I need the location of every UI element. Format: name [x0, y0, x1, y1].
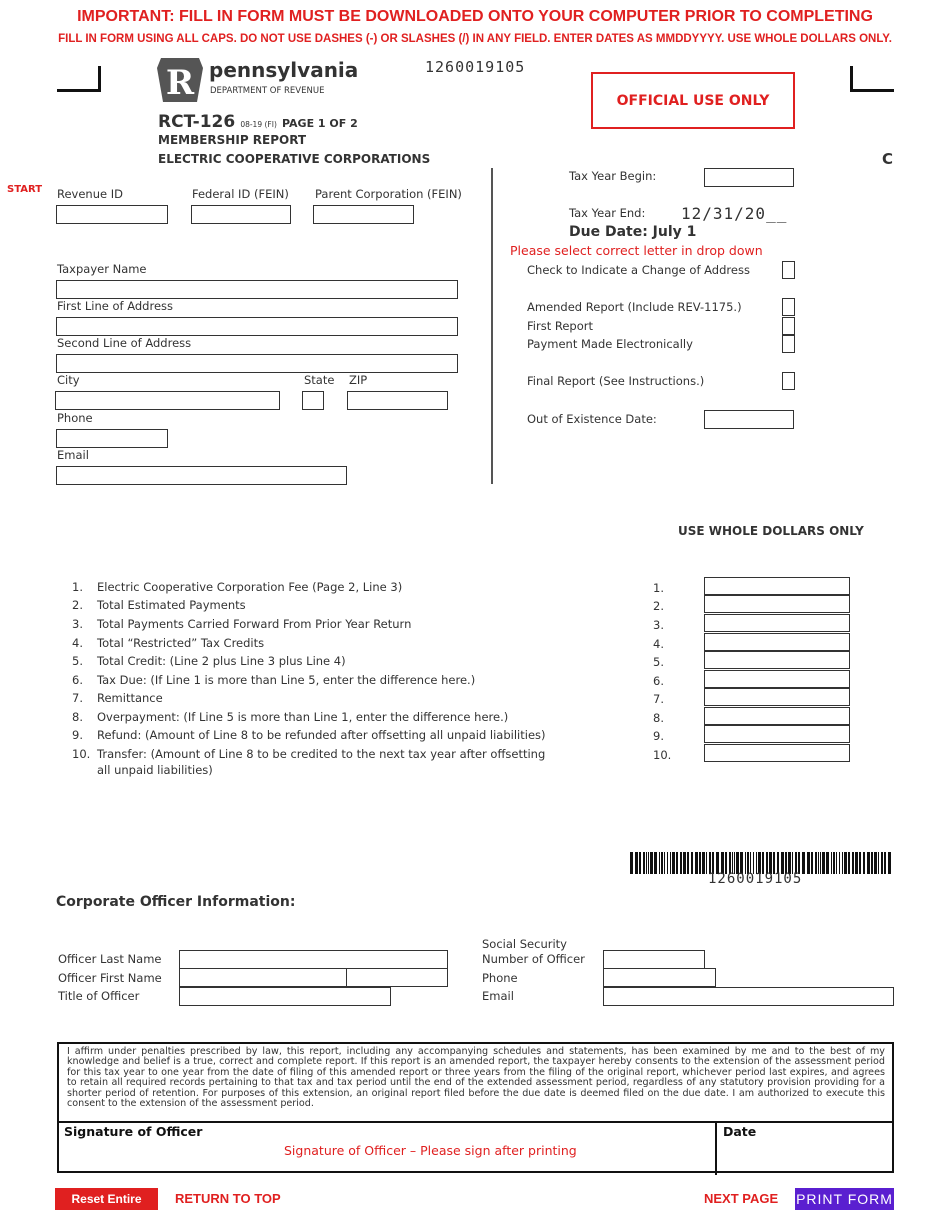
form-rev: 08-19 (FI) [240, 120, 277, 129]
official-use-box [591, 72, 795, 129]
federal-id-label: Federal ID (FEIN) [192, 187, 289, 201]
taxpayer-name-input[interactable] [56, 280, 458, 299]
amended-checkbox[interactable] [782, 298, 795, 316]
email-label: Email [57, 448, 89, 462]
address2-input[interactable] [56, 354, 458, 373]
corner-mark-left [57, 66, 101, 92]
line-amount-input[interactable] [704, 688, 850, 706]
line-amount-input[interactable] [704, 614, 850, 632]
change-address-label: Check to Indicate a Change of Address [527, 263, 750, 277]
tax-year-begin-label: Tax Year Begin: [569, 169, 657, 183]
signature-area [59, 1121, 892, 1175]
officer-middle-input[interactable] [346, 968, 448, 987]
line-amount-input[interactable] [704, 595, 850, 613]
tax-year-end-label: Tax Year End: [569, 206, 646, 220]
final-report-checkbox[interactable] [782, 372, 795, 390]
line-number: 4. [72, 636, 83, 650]
barcode-bar [706, 852, 707, 874]
officer-last-name-input[interactable] [179, 950, 448, 969]
first-report-label: First Report [527, 319, 593, 333]
barcode-bar [667, 852, 668, 874]
barcode-bar [680, 852, 682, 874]
revenue-id-label: Revenue ID [57, 187, 123, 201]
barcode-bar [839, 852, 840, 874]
official-use-label: OFFICIAL USE ONLY [616, 92, 770, 109]
affirmation-text: I affirm under penalties prescribed by law, this report, including any accompanying schedules and statements, has been examined by me and to the best of my knowledge and belief is a true, correct and complete report. If this report is an amended report, the taxpayer hereby consents to the extension of the assessment period for this tax year to one year from the date of filing of this amended report or three years from the filing of the original report, whichever period last expires, and agrees to retain all required records pertaining to that tax and tax period until the end of the extended assessment period, regardless of any statutory provision providing for a shorter period of retention. For purposes of this extension, an original report filed before the due date is deemed filed on the due date. I am authorized to execute this consent to the extension of the assessment period. [67, 1046, 885, 1110]
line-number: 7. [72, 691, 83, 705]
line-amount-input[interactable] [704, 707, 850, 725]
line-number: 9. [72, 728, 83, 742]
barcode-bar [670, 852, 671, 874]
line-number: 2. [72, 598, 83, 612]
parent-corp-label: Parent Corporation (FEIN) [315, 187, 462, 201]
form-code: 1260019105 [425, 58, 526, 76]
important-banner: IMPORTANT: FILL IN FORM MUST BE DOWNLOADED ONTO YOUR COMPUTER PRIOR TO COMPLETING [77, 8, 873, 25]
barcode-bar [699, 852, 701, 874]
officer-first-name-label: Officer First Name [58, 971, 162, 985]
barcode-bar [818, 852, 819, 874]
line-ref-number: 6. [653, 674, 664, 688]
officer-title-input[interactable] [179, 987, 391, 1006]
line-number: 5. [72, 654, 83, 668]
date-divider [715, 1123, 717, 1175]
barcode-bar [661, 852, 663, 874]
barcode-bar [664, 852, 665, 874]
line-description: Total “Restricted” Tax Credits [97, 636, 265, 650]
officer-heading: Corporate Officer Information: [56, 894, 296, 910]
barcode-bar [630, 852, 633, 874]
change-address-checkbox[interactable] [782, 261, 795, 279]
line-description: Total Payments Carried Forward From Prior Year Return [97, 617, 412, 631]
address2-label: Second Line of Address [57, 336, 192, 350]
barcode-bar [807, 852, 810, 874]
barcode-bar [635, 852, 638, 874]
line-amount-input[interactable] [704, 651, 850, 669]
ssn-label-2: Number of Officer [482, 952, 585, 966]
city-input[interactable] [55, 391, 280, 410]
officer-email-label: Email [482, 989, 514, 1003]
barcode-bar [639, 852, 641, 874]
phone-input[interactable] [56, 429, 168, 448]
barcode-bar [815, 852, 817, 874]
barcode-bar [659, 852, 660, 874]
line-number: 6. [72, 673, 83, 687]
line-description: Refund: (Amount of Line 8 to be refunded after offsetting all unpaid liabilities) [97, 728, 546, 742]
section-divider [491, 168, 493, 484]
barcode-bar [822, 852, 825, 874]
barcode-bar [654, 852, 657, 874]
line-ref-number: 9. [653, 729, 664, 743]
line-description: Total Credit: (Line 2 plus Line 3 plus Line 4) [97, 654, 346, 668]
line-amount-input[interactable] [704, 725, 850, 743]
line-ref-number: 2. [653, 599, 664, 613]
line-description-cont: all unpaid liabilities) [97, 763, 213, 777]
form-title-1: MEMBERSHIP REPORT [158, 133, 307, 147]
email-input[interactable] [56, 466, 347, 485]
barcode-bar [676, 852, 678, 874]
barcode-bar [648, 852, 649, 874]
form-number [158, 112, 358, 132]
state-label: State [304, 373, 335, 387]
officer-first-name-input[interactable] [179, 968, 347, 987]
barcode-bar [859, 852, 861, 874]
officer-phone-input[interactable] [603, 968, 716, 987]
line-amount-input[interactable] [704, 577, 850, 595]
payment-electronic-checkbox[interactable] [782, 335, 795, 353]
form-letter: C [882, 150, 894, 168]
barcode-bar [826, 852, 829, 874]
final-report-label: Final Report (See Instructions.) [527, 374, 705, 388]
instructions-banner: FILL IN FORM USING ALL CAPS. DO NOT USE DASHES (-) OR SLASHES (/) IN ANY FIELD. ENTER DATES AS MMDDYYYY. USE WHOLE DOLLARS ONLY. [58, 33, 892, 45]
barcode-bar [836, 852, 837, 874]
barcode-bar [802, 852, 805, 874]
barcode-bar [878, 852, 879, 874]
barcode-bar [833, 852, 835, 874]
line-ref-number: 3. [653, 618, 664, 632]
line-amount-input[interactable] [704, 633, 850, 651]
barcode-bar [650, 852, 653, 874]
parent-corp-input[interactable] [313, 205, 414, 224]
officer-email-input[interactable] [603, 987, 894, 1006]
out-of-existence-label: Out of Existence Date: [527, 412, 657, 426]
zip-input[interactable] [347, 391, 448, 410]
barcode-bar [695, 852, 698, 874]
barcode-bar [820, 852, 821, 874]
signature-field[interactable]: Signature of Officer – Please sign after printing [284, 1143, 577, 1158]
barcode-bar [691, 852, 693, 874]
logo-name: pennsylvania [209, 58, 359, 82]
barcode-text: 1260019105 [708, 871, 803, 887]
line-amount-input[interactable] [704, 744, 850, 762]
ssn-input[interactable] [603, 950, 705, 969]
revenue-id-input[interactable] [56, 205, 168, 224]
barcode-bar [831, 852, 832, 874]
tax-year-end-value[interactable]: 12/31/20__ [681, 204, 788, 223]
barcode-bar [842, 852, 843, 874]
line-description: Transfer: (Amount of Line 8 to be credited to the next tax year after offsetting [97, 747, 546, 761]
tax-year-begin-input[interactable] [704, 168, 794, 187]
federal-id-input[interactable] [191, 205, 291, 224]
line-ref-number: 8. [653, 711, 664, 725]
address1-label: First Line of Address [57, 299, 174, 313]
barcode-bar [874, 852, 877, 874]
amended-label: Amended Report (Include REV-1175.) [527, 300, 742, 314]
officer-last-name-label: Officer Last Name [58, 952, 162, 966]
barcode-bar [683, 852, 686, 874]
line-description: Overpayment: (If Line 5 is more than Line 1, enter the difference here.) [97, 710, 509, 724]
barcode-bar [687, 852, 689, 874]
barcode-bar [848, 852, 850, 874]
line-ref-number: 7. [653, 692, 664, 706]
address1-input[interactable] [56, 317, 458, 336]
line-ref-number: 5. [653, 655, 664, 669]
barcode-bar [884, 852, 886, 874]
barcode-bar [888, 852, 891, 874]
whole-dollars-note: USE WHOLE DOLLARS ONLY [678, 524, 864, 538]
corner-mark-right [850, 66, 894, 92]
barcode-bar [702, 852, 705, 874]
zip-label: ZIP [349, 373, 368, 387]
dropdown-note: Please select correct letter in drop down [510, 243, 763, 258]
barcode-bar [646, 852, 647, 874]
city-label: City [57, 373, 80, 387]
barcode-bar [881, 852, 883, 874]
barcode-bar [867, 852, 870, 874]
page-of: PAGE 1 OF 2 [281, 117, 358, 130]
barcode-bar [672, 852, 675, 874]
officer-title-label: Title of Officer [58, 989, 140, 1003]
line-description: Electric Cooperative Corporation Fee (Page 2, Line 3) [97, 580, 403, 594]
svg-text:R: R [165, 63, 195, 103]
start-label[interactable]: START [7, 184, 43, 195]
reset-button[interactable]: Reset Entire Form [55, 1188, 158, 1210]
payment-electronic-label: Payment Made Electronically [527, 337, 693, 351]
line-ref-number: 10. [653, 748, 672, 762]
line-ref-number: 4. [653, 637, 664, 651]
line-number: 3. [72, 617, 83, 631]
barcode-bar [852, 852, 854, 874]
line-description: Remittance [97, 691, 163, 705]
barcode-bar [844, 852, 847, 874]
next-page-button[interactable]: NEXT PAGE [704, 1191, 779, 1206]
ssn-label-1: Social Security [482, 937, 567, 951]
date-label: Date [723, 1124, 757, 1139]
officer-phone-label: Phone [482, 971, 518, 985]
pa-logo [157, 56, 357, 106]
out-of-existence-input[interactable] [704, 410, 794, 429]
print-button[interactable]: PRINT FORM [795, 1188, 894, 1210]
barcode-bar [643, 852, 645, 874]
line-number: 8. [72, 710, 83, 724]
return-top-button[interactable]: RETURN TO TOP [175, 1191, 281, 1206]
logo-dept: DEPARTMENT OF REVENUE [210, 86, 325, 96]
due-date: Due Date: July 1 [569, 224, 697, 240]
line-description: Tax Due: (If Line 1 is more than Line 5, enter the difference here.) [97, 673, 476, 687]
taxpayer-name-label: Taxpayer Name [57, 262, 147, 276]
barcode-bar [855, 852, 858, 874]
line-number: 1. [72, 580, 83, 594]
barcode-bar [811, 852, 813, 874]
line-amount-input[interactable] [704, 670, 850, 688]
form-title-2: ELECTRIC COOPERATIVE CORPORATIONS [158, 152, 431, 166]
first-report-checkbox[interactable] [782, 317, 795, 335]
form-id: RCT-126 [158, 112, 236, 132]
line-ref-number: 1. [653, 581, 664, 595]
phone-label: Phone [57, 411, 93, 425]
line-description: Total Estimated Payments [97, 598, 246, 612]
barcode-bar [871, 852, 873, 874]
line-number: 10. [72, 747, 91, 761]
state-input[interactable] [302, 391, 324, 410]
barcode-bar [863, 852, 865, 874]
affirmation-box [57, 1042, 894, 1173]
keystone-icon [157, 56, 203, 104]
signature-label: Signature of Officer [64, 1124, 203, 1139]
